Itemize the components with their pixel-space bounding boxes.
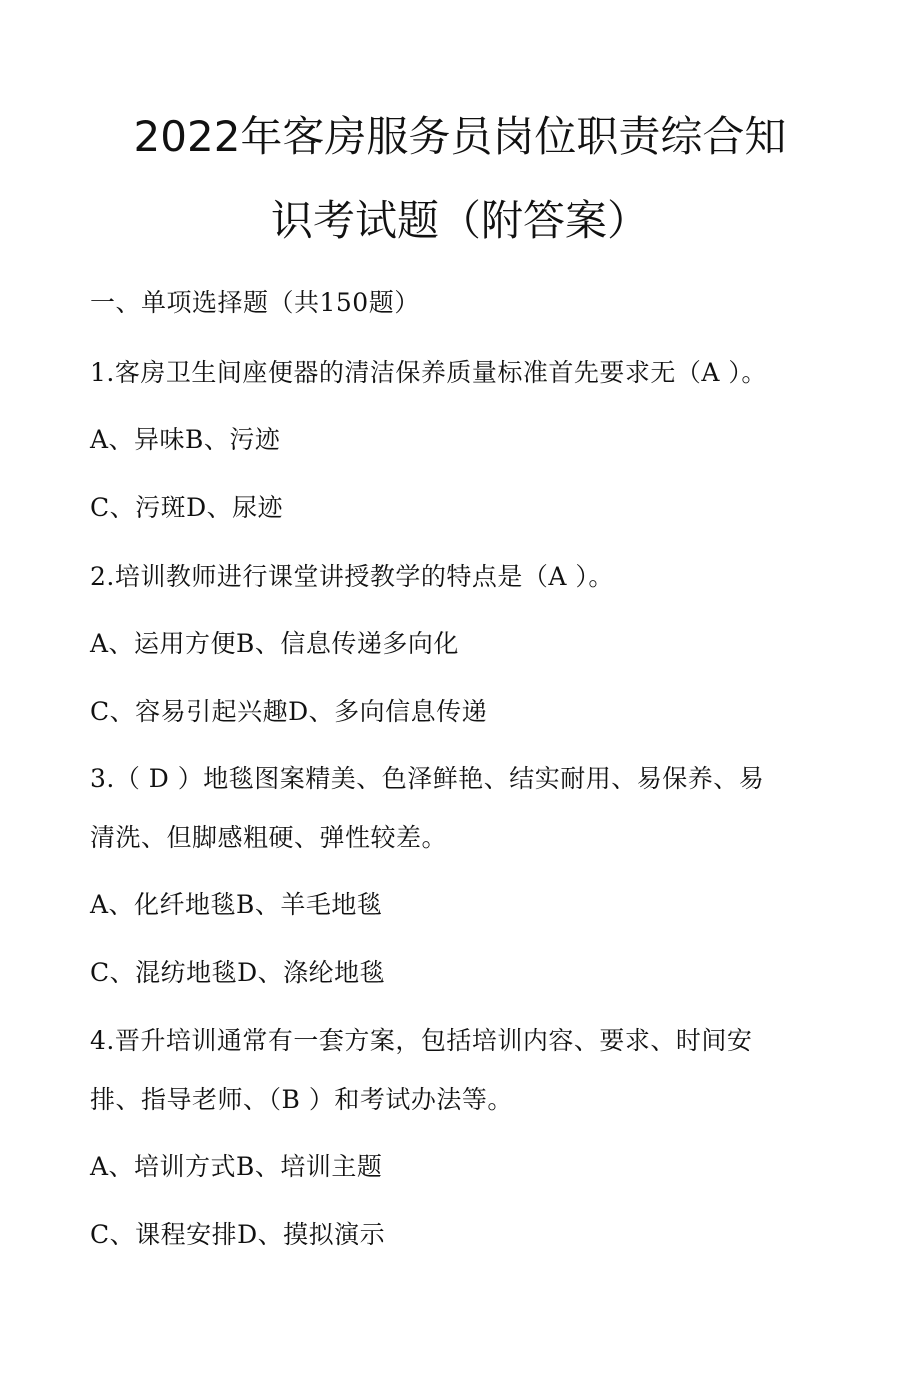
question-options: A、化纤地毯B、羊毛地毯 [90, 890, 383, 919]
question-options: A、运用方便B、信息传递多向化 [90, 629, 459, 658]
question-options: A、异味B、污迹 [90, 425, 281, 454]
document-title-line-2: 识考试题（附答案） [270, 196, 649, 245]
document-title-line-1: 2022年客房服务员岗位职责综合知 [133, 112, 787, 161]
question-options: C、课程安排D、摸拟演示 [90, 1220, 386, 1249]
question-options: A、培训方式B、培训主题 [90, 1152, 383, 1181]
question-stem: 4.晋升培训通常有一套方案，包括培训内容、要求、时间安 [90, 1026, 753, 1055]
question-stem: 清洗、但脚感粗硬、弹性较差。 [90, 823, 448, 852]
question-options: C、容易引起兴趣D、多向信息传递 [90, 697, 488, 726]
question-stem: 1.客房卫生间座便器的清洁保养质量标准首先要求无（A ）。 [90, 358, 767, 387]
question-stem: 排、指导老师、（B ）和考试办法等。 [90, 1085, 513, 1114]
question-options: C、混纺地毯D、涤纶地毯 [90, 958, 386, 987]
section-heading: 一、单项选择题（共150题） [90, 288, 420, 317]
question-options: C、污斑D、尿迹 [90, 493, 284, 522]
question-stem: 3.（ D ）地毯图案精美、色泽鲜艳、结实耐用、易保养、易 [90, 764, 765, 793]
question-stem: 2.培训教师进行课堂讲授教学的特点是（A ）。 [90, 562, 614, 591]
